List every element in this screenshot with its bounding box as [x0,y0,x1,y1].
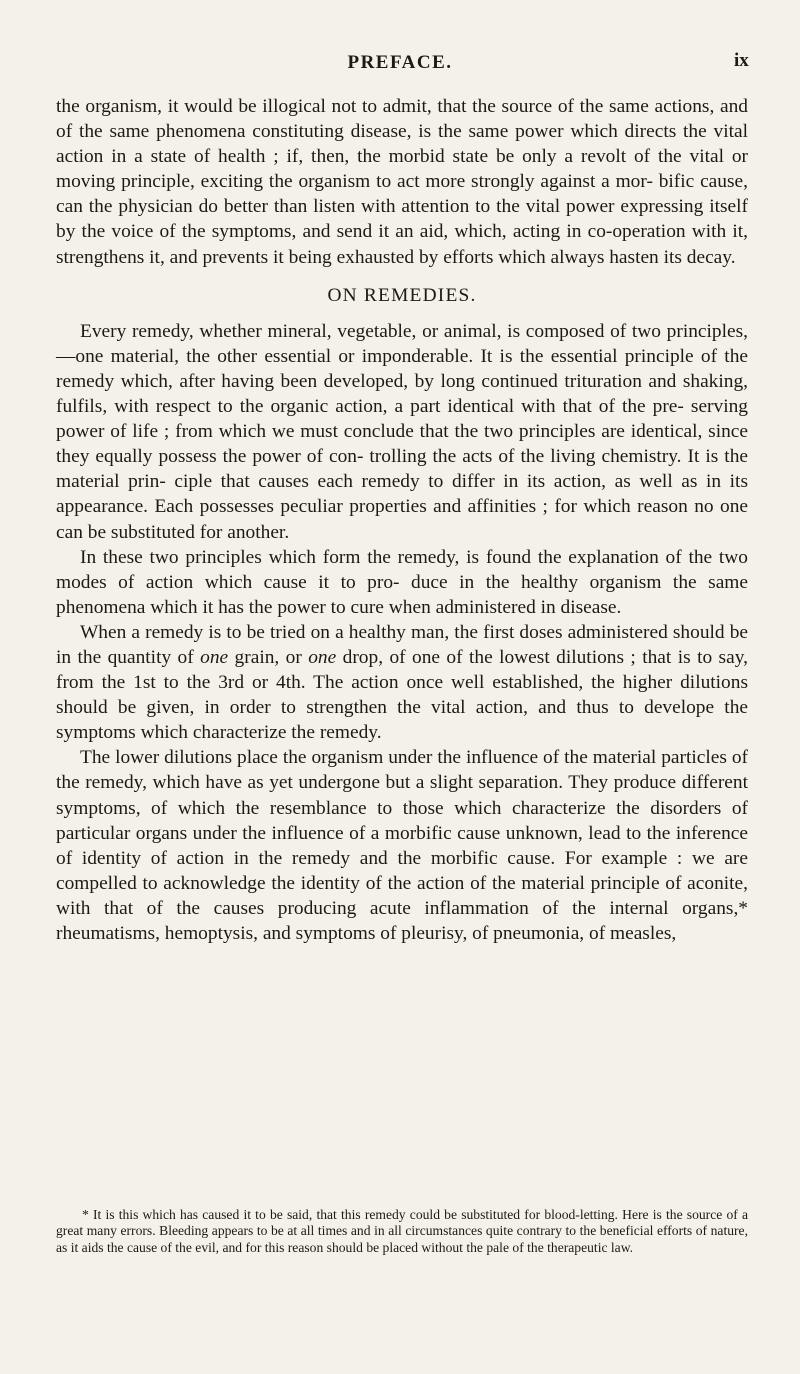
emphasis-one-grain: one [200,646,229,668]
running-title: PREFACE. [347,52,453,73]
doses-text-3: drop, of one of the lowest dilutions ; that is to say, from the 1st to the 3rd or 4th. The action once well established, the higher dilutions should be given, in order to strengthen the vital action, and thus to develope the symptoms which characterize the remedy. [56,646,748,744]
doses-text-2: grain, or [228,646,309,668]
paragraph-continuation: the organism, it would be illogical not to admit, that the source of the same actions, and of the same phenomena constituting disease, is the same power which directs the vital action in a state of health ; if, then, the morbid state be only a revolt of the vital or moving principle, exciting the organism to act more strongly against a mor- bific cause, can the physician do better than listen with attention to the vital power expressing itself by the voice of the symptoms, and send it an aid, which, acting in co-operation with it, strengthens it, and prevents it being exhausted by efforts which always hasten its decay. [56,96,748,268]
emphasis-one-drop: one [308,646,337,668]
paragraph-doses [56,620,748,745]
paragraph-lower-dilutions: The lower dilutions place the organism under the influence of the material particles of the remedy, which have as yet undergone but a slight separation. They produce different symptoms, of which the resemblance to those which characterize the disorders of particular organs under the influence of a morbific cause unknown, lead to the inference of identity of action in the remedy and the morbific cause. For example : we are compelled to acknowledge the identity of the action of the material principle of aconite, with that of the causes producing acute inflammation of the internal organs,* rheumatisms, hemoptysis, and symptoms of pleurisy, of pneumonia, of measles, [56,747,748,944]
page-number: ix [734,50,749,71]
footnote: * It is this which has caused it to be said, that this remedy could be substituted for blood-letting. Here is the source of a great many errors. Bleeding appears to be at all times and in all circumstances quite contrary to the beneficial efforts of nature, as it aids the cause of the evil, and for this reason should be placed without the pale of the therapeutic law. [56,1207,748,1255]
paragraph-two-modes: In these two principles which form the remedy, is found the explanation of the two modes of action which cause it to pro- duce in the healthy organism the same phenomena which it has the power to cure when administered in disease. [56,546,748,618]
paragraph-remedy-principles: Every remedy, whether mineral, vegetable, or animal, is composed of two principles,—one material, the other essential or imponderable. It is the essential principle of the remedy which, after having been developed, by long continued trituration and shaking, fulfils, with respect to the organic action, a part identical with that of the pre- serving power of life ; from which we must conclude that the two principles are identical, since they equally possess the power of con- trolling the acts of the living chemistry. It is the material prin- ciple that causes each remedy to differ in its action, as well as in its appearance. Each possesses peculiar properties and affinities ; for which reason no one can be substituted for another. [56,320,748,543]
main-text [56,94,748,946]
doses-text-1: When a remedy is to be tried on a healthy man, the first doses administered should be in the quantity of [56,621,748,668]
section-heading: ON REMEDIES. [327,284,477,306]
